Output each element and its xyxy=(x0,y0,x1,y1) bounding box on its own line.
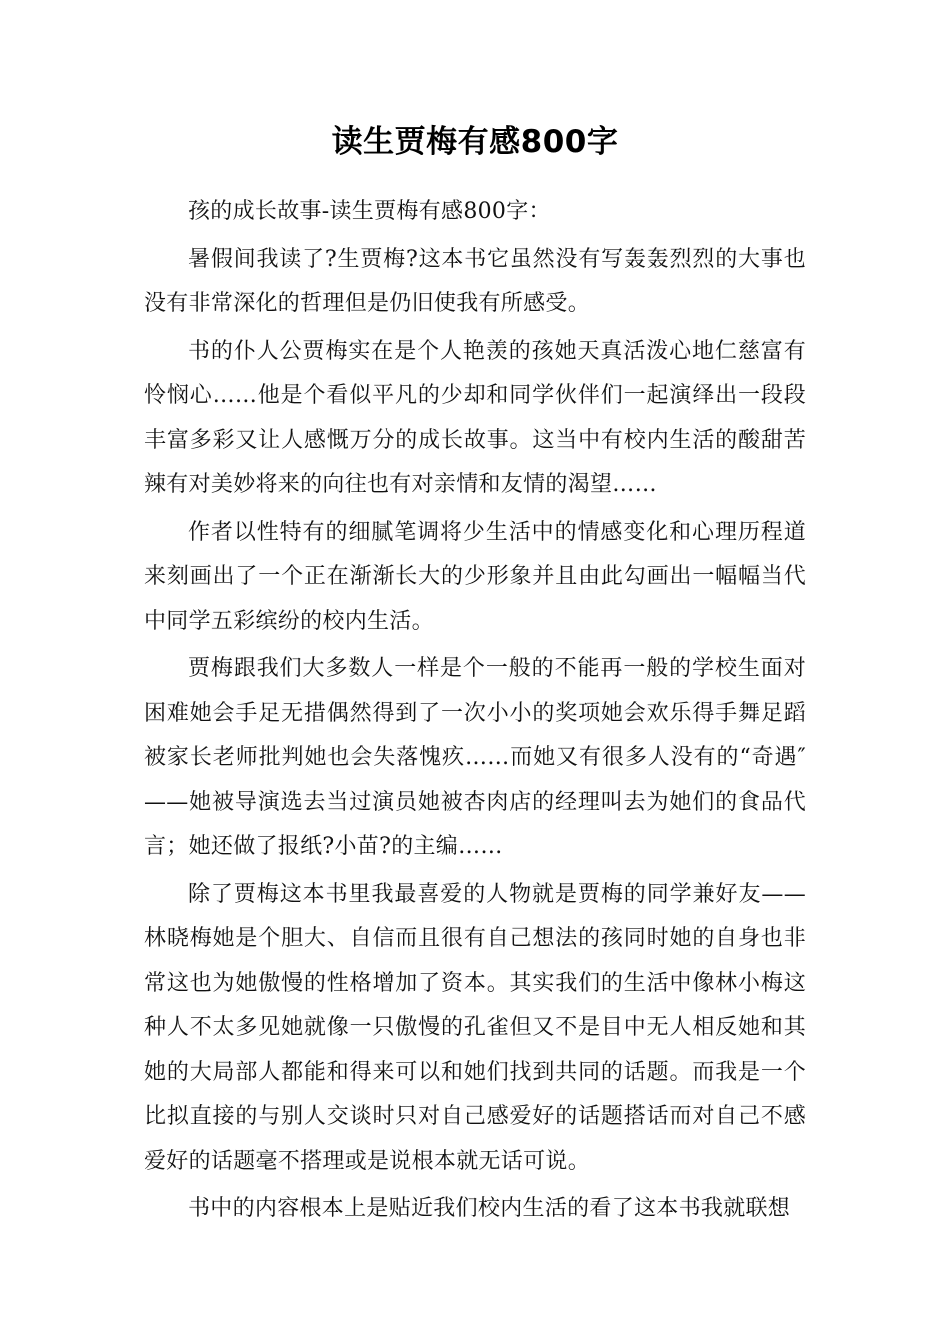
paragraph-2: 书的仆人公贾梅实在是个人艳羡的孩她天真活泼心地仁慈富有怜悯心……他是个看似平凡的少却和同学伙伴们一起演绎出一段段丰富多彩又让人感慨万分的成长故事。这当中有校内生活的酸甜苦辣有对美妙将来的向往也有对亲情和友情的渴望…… xyxy=(144,338,806,497)
document-title: 读生贾梅有感800字 xyxy=(331,124,619,160)
paragraph-1: 暑假间我读了?生贾梅?这本书它虽然没有写轰轰烈烈的大事也没有非常深化的哲理但是仍旧使我有所感受。 xyxy=(144,246,806,316)
paragraph-4: 贾梅跟我们大多数人一样是个一般的不能再一般的学校生面对困难她会手足无措偶然得到了一次小小的奖项她会欢乐得手舞足蹈被家长老师批判她也会失落愧疚……而她又有很多人没有的“奇遇″——她被导演选去当过演员她被杏肉店的经理叫去为她们的食品代言；她还做了报纸?小苗?的主编…… xyxy=(144,656,806,859)
paragraph-intro: 孩的成长故事-读生贾梅有感800字： xyxy=(188,199,551,224)
paragraph-3: 作者以性特有的细腻笔调将少生活中的情感变化和心理历程道来刻画出了一个正在渐渐长大的少形象并且由此勾画出一幅幅当代中同学五彩缤纷的校内生活。 xyxy=(144,519,806,634)
paragraph-6: 书中的内容根本上是贴近我们校内生活的看了这本书我就联想 xyxy=(188,1196,791,1221)
document-body xyxy=(144,190,806,1235)
paragraph-5: 除了贾梅这本书里我最喜爱的人物就是贾梅的同学兼好友——林晓梅她是个胆大、自信而且很有自己想法的孩同时她的自身也非常这也为她傲慢的性格增加了资本。其实我们的生活中像林小梅这种人不太多见她就像一只傲慢的孔雀但又不是目中无人相反她和其她的大局部人都能和得来可以和她们找到共同的话题。而我是一个比拟直接的与别人交谈时只对自己感爱好的话题搭话而对自己不感爱好的话题毫不搭理或是说根本就无话可说。 xyxy=(144,881,806,1174)
